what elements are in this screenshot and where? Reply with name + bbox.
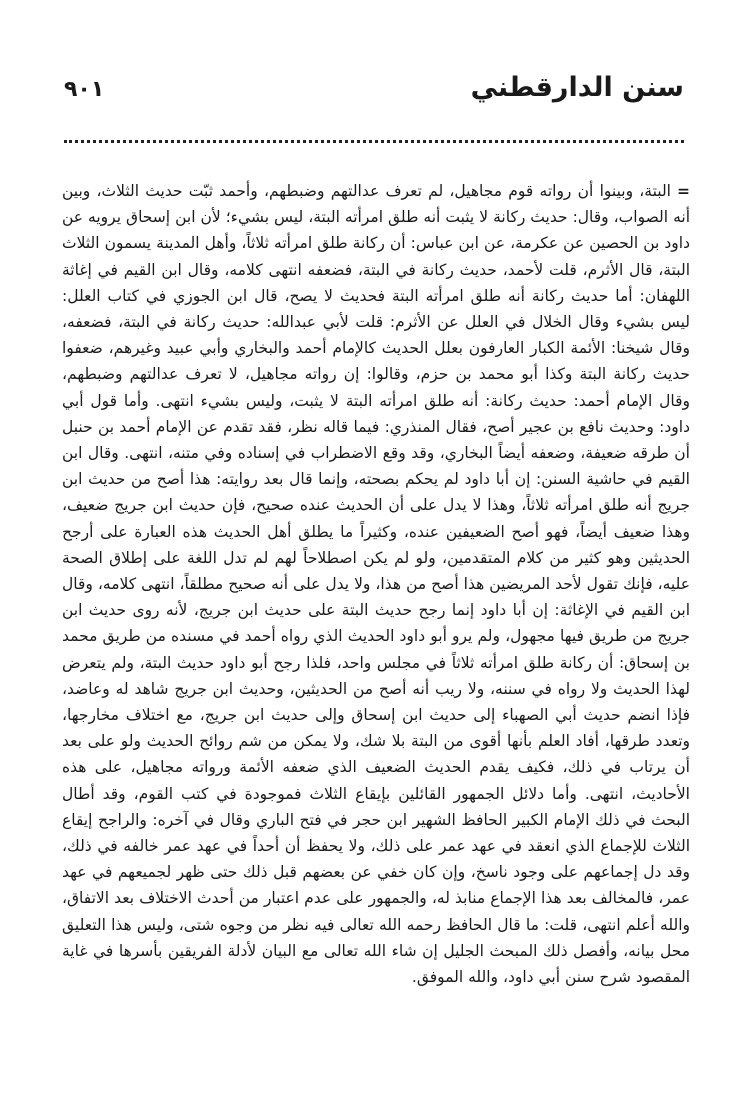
page-number: ٩٠١ (64, 77, 105, 102)
dotted-separator (64, 140, 684, 143)
page-header (64, 64, 684, 112)
commentary-paragraph (62, 178, 690, 990)
commentary-text: البتة، وبينوا أن رواته قوم مجاهيل، لم تعرف عدالتهم وضبطهم، وأحمد ثبّت حديث الثلاث، وبين أنه الصواب، وقال: حديث ركانة لا يثبت أنه طلق امرأته البتة، ليس بشيء؛ لأن ابن إسحاق يرويه عن داود بن الحصين عن عكرمة، عن ابن عباس: أن ركانة طلق امرأته ثلاثاً، وأهل المدينة يسمون الثلاث البتة، قال الأثرم، قلت لأحمد، حديث ركانة في البتة، فضعفه انتهى كلامه، وقال ابن القيم في إغاثة اللهفان: أما حديث ركانة أنه طلق امرأته البتة فحديث لا يصح، قال ابن الجوزي في كتاب العلل: ليس بشيء وقال الخلال في العلل عن الأثرم: قلت لأبي عبدالله: حديث ركانة في البتة، فضعفه، وقال شيخنا: الأئمة الكبار العارفون بعلل الحديث كالإمام أحمد والبخاري وأبي عبيد وغيرهم، ضعفوا حديث ركانة البتة وكذا أبو محمد بن حزم، وقالوا: إن رواته مجاهيل، لا تعرف عدالتهم وضبطهم، وقال الإمام أحمد: حديث ركانة: أنه طلق امرأته البتة لا يثبت، وليس بشيء انتهى. وأما قول أبي داود: وحديث نافع بن عجير أصح، فقال المنذري: فيما قاله نظر، فقد تقدم عن الإمام أحمد بن حنبل أن طرقه ضعيفة، وضعفه أيضاً البخاري، وقد وقع الاضطراب في إسناده وفي متنه، انتهى. وقال ابن القيم في حاشية السنن: إن أبا داود لم يحكم بصحته، وإنما قال بعد روايته: هذا أصح من حديث ابن جريج أنه طلق امرأته ثلاثاً، وهذا لا يدل على أن الحديث عنده صحيح، فإن حديث ابن جريج ضعيف، وهذا ضعيف أيضاً، فهو أصح الضعيفين عنده، وكثيراً ما يطلق أهل الحديث هذه العبارة على أرجح الحديثين وهو كثير من كلام المتقدمين، ولو لم يكن اصطلاحاً لهم لم تدل اللغة على إطلاق الصحة عليه، فإنك تقول لأحد المريضين هذا أصح من هذا، ولا يدل على أنه صحيح مطلقاً، انتهى كلامه، وقال ابن القيم في الإغاثة: إن أبا داود إنما رجح حديث البتة على حديث ابن جريج، لأنه روى حديث ابن جريج من طريق فيها مجهول، ولم يرو أبو داود الحديث الذي رواه أحمد في مسنده من طريق محمد بن إسحاق: أن ركانة طلق امرأته ثلاثاً في مجلس واحد، فلذا رجح أبو داود حديث البتة، ولم يتعرض لهذا الحديث ولا رواه في سننه، ولا ريب أنه أصح من الحديثين، وحديث ابن جريج شاهد له وعاضد، فإذا انضم حديث أبي الصهباء إلى حديث ابن إسحاق وإلى حديث ابن جريج، مع اختلاف مخارجها، وتعدد طرقها، أفاد العلم بأنها أقوى من البتة بلا شك، ولا يمكن من شم روائح الحديث ولو على بعد أن يرتاب في ذلك، فكيف يقدم الحديث الضعيف الذي ضعفه الأئمة ورواته مجاهيل، على هذه الأحاديث، انتهى. وأما دلائل الجمهور القائلين بإيقاع الثلاث فموجودة في كتب القوم، وقد أطال البحث في ذلك الإمام الكبير الحافظ الشهير ابن حجر في فتح الباري وقال في آخره: والراجح إيقاع الثلاث للإجماع الذي انعقد في عهد عمر على ذلك، ولا يحفظ أن أحداً في عهد عمر خالفه في ذلك، وقد دل إجماعهم على وجود ناسخ، وإن كان خفي عن بعضهم قبل ذلك حتى ظهر لجميعهم في عهد عمر، فالمخالف بعد هذا الإجماع منابذ له، والجمهور على عدم اعتبار من أحدث الاختلاف بعد الاتفاق، والله أعلم انتهى، قلت: ما قال الحافظ رحمه الله تعالى فيه نظر من وجوه شتى، وليس هذا التعليق محل بيانه، وأفصل ذلك المبحث الجليل إن شاء الله تعالى مع البيان لأدلة الفريقين بأسرها في غاية المقصود شرح سنن أبي داود، والله الموفق. (62, 182, 690, 987)
commentary-body (62, 178, 690, 990)
continuation-mark: = (677, 182, 690, 200)
running-head-title: سنن الدارقطني (470, 72, 684, 103)
